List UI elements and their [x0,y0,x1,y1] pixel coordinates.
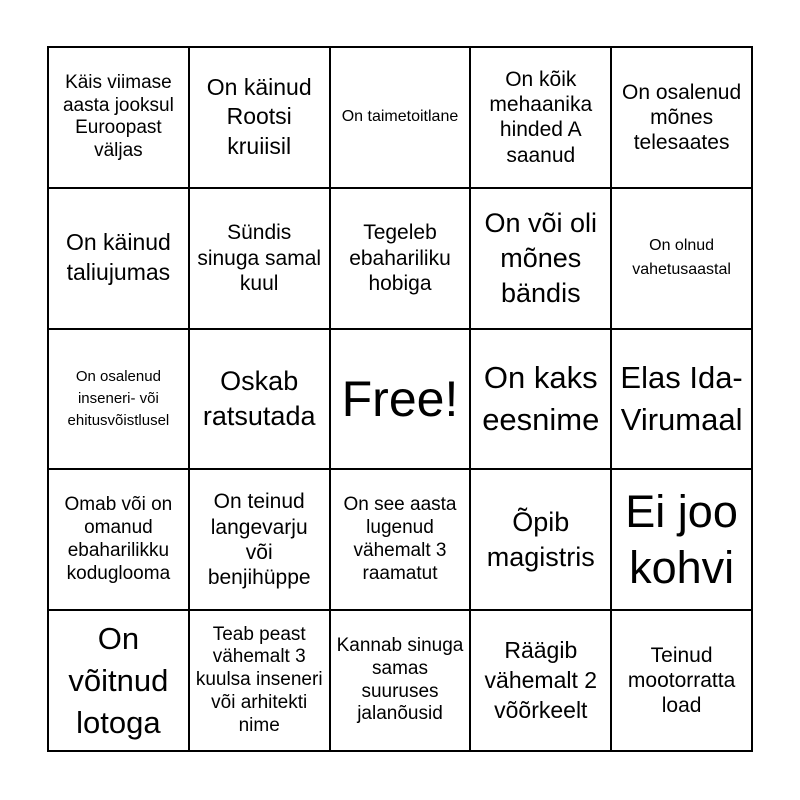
bingo-cell-18[interactable] [330,469,471,610]
bingo-cell-text: Käis viimase aasta jooksul Euroopast väljas [62,71,174,162]
bingo-cell-text: On olnud vahetusaastal [632,237,731,279]
bingo-cell-text: On käinud taliujumas [65,229,171,286]
bingo-cell-text: On käinud Rootsi kruiisil [206,73,312,160]
bingo-cell-25[interactable] [611,610,752,751]
bingo-cell-text: Sündis sinuga samal kuul [197,221,322,295]
bingo-cell-text: On osalenud mõnes telesaates [622,80,742,154]
bingo-cell-9[interactable] [470,188,611,329]
bingo-cell-20[interactable] [611,469,752,610]
bingo-cell-text: Räägib vähemalt 2 võõrkeelt [484,636,598,723]
bingo-cell-21[interactable] [48,610,189,751]
bingo-board [47,46,753,752]
bingo-cell-12[interactable] [189,329,330,470]
bingo-cell-text: Oskab ratsutada [202,365,316,431]
bingo-free-cell[interactable] [330,329,471,470]
bingo-cell-text: Omab või on omanud ebaharilikku koduglooma [64,494,173,584]
bingo-cell-4[interactable] [470,47,611,188]
bingo-cell-2[interactable] [189,47,330,188]
bingo-cell-text: On kõik mehaanika hinded A saanud [489,68,593,167]
bingo-cell-text: Õpib magistris [486,506,595,572]
bingo-cell-text: On kaks eesnime [482,360,600,437]
bingo-cell-8[interactable] [330,188,471,329]
bingo-cell-text: Ei joo kohvi [625,485,738,593]
bingo-cell-22[interactable] [189,610,330,751]
bingo-cell-text: On võitnud lotoga [68,620,169,740]
bingo-cell-14[interactable] [470,329,611,470]
bingo-cell-text: Elas Ida-Virumaal [620,360,743,437]
bingo-cell-24[interactable] [470,610,611,751]
bingo-cell-5[interactable] [611,47,752,188]
bingo-cell-7[interactable] [189,188,330,329]
bingo-cell-17[interactable] [189,469,330,610]
bingo-cell-10[interactable] [611,188,752,329]
bingo-cell-text: Teab peast vähemalt 3 kuulsa inseneri või arhitekti nime [195,623,323,736]
bingo-cell-text: Kannab sinuga samas suuruses jalanõusid [336,635,464,725]
bingo-cell-text: On teinud langevarju või benjihüppe [207,490,311,589]
bingo-cell-19[interactable] [470,469,611,610]
bingo-cell-text: On või oli mõnes bändis [484,207,598,308]
bingo-cell-6[interactable] [48,188,189,329]
bingo-cell-1[interactable] [48,47,189,188]
bingo-cell-text: Teinud mootorratta load [627,643,736,718]
bingo-cell-text: Free! [341,370,459,427]
bingo-cell-15[interactable] [611,329,752,470]
bingo-cell-3[interactable] [330,47,471,188]
bingo-cell-23[interactable] [330,610,471,751]
bingo-cell-text: On taimetoitlane [341,108,459,126]
bingo-cell-11[interactable] [48,329,189,470]
bingo-cell-text: On see aasta lugenud vähemalt 3 raamatut [343,494,457,584]
bingo-cell-text: On osalenud inseneri- või ehitusvõistlusel [67,368,170,429]
bingo-cell-16[interactable] [48,469,189,610]
bingo-cell-text: Tegeleb ebahariliku hobiga [349,221,451,295]
